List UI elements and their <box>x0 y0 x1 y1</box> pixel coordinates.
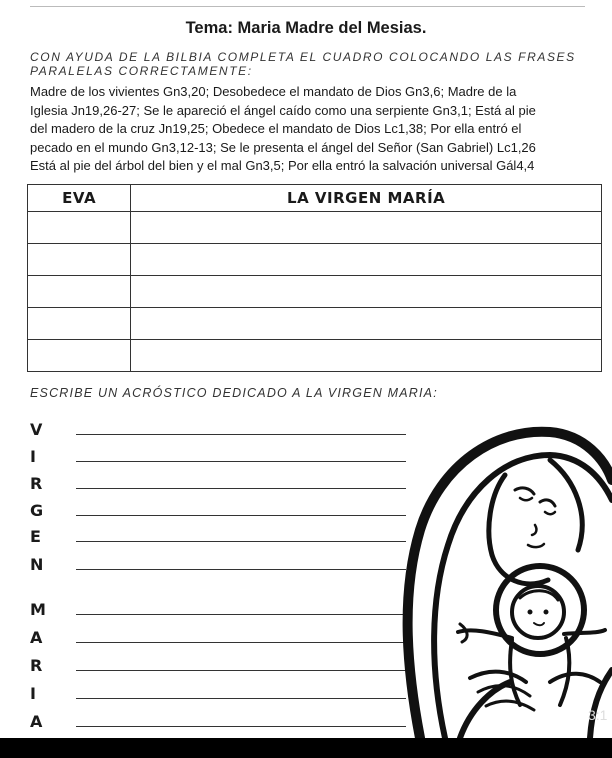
acrostic-blank-line[interactable] <box>76 698 406 699</box>
acrostic-blank-line[interactable] <box>76 541 406 542</box>
acrostic-letter: R <box>30 656 43 675</box>
table-row <box>28 308 602 340</box>
paragraph-line: del madero de la cruz Jn19,25; Obedece el mandato de Dios Lc1,38; Por ella entró el <box>30 121 522 137</box>
table-row <box>28 244 602 276</box>
acrostic-letter: V <box>30 420 43 439</box>
instruction-line-2: PARALELAS CORRECTAMENTE: <box>30 64 253 78</box>
bottom-black-bar <box>0 738 612 758</box>
phrases-paragraph <box>30 83 612 176</box>
table-row <box>28 212 602 244</box>
table-row <box>28 340 602 372</box>
acrostic-blank-line[interactable] <box>76 569 406 570</box>
table-header-row <box>28 185 602 212</box>
acrostic-blank-line[interactable] <box>76 642 406 643</box>
acrostic-blank-line[interactable] <box>76 726 406 727</box>
acrostic-blank-line[interactable] <box>76 670 406 671</box>
table-cell[interactable] <box>131 212 602 244</box>
acrostic-blank-line[interactable] <box>76 515 406 516</box>
table-cell[interactable] <box>28 308 131 340</box>
paragraph-line: Iglesia Jn19,26-27; Se le apareció el ángel caído como una serpiente Gn3,1; Está al pie <box>30 102 536 118</box>
acrostic-letter: I <box>30 447 36 466</box>
paragraph-line: Está al pie del árbol del bien y el mal Gn3,5; Por ella entró la salvación universal Gál4,4 <box>30 158 535 174</box>
acrostic-letter: M <box>30 600 46 619</box>
top-rule <box>30 6 585 7</box>
acrostic-letter: A <box>30 712 43 731</box>
virgin-and-child-illustration <box>400 420 612 738</box>
table-cell[interactable] <box>131 340 602 372</box>
acrostic-letter: R <box>30 474 43 493</box>
header-eva: EVA <box>28 185 131 212</box>
acrostic-letter: G <box>30 501 44 520</box>
header-virgen-maria: LA VIRGEN MARÍA <box>131 185 602 212</box>
table-row <box>28 276 602 308</box>
acrostic-letter: A <box>30 628 43 647</box>
table-cell[interactable] <box>28 212 131 244</box>
table-cell[interactable] <box>131 276 602 308</box>
acrostic-letter: N <box>30 555 44 574</box>
table-cell[interactable] <box>131 308 602 340</box>
table-cell[interactable] <box>28 244 131 276</box>
acrostic-title: ESCRIBE UN ACRÓSTICO DEDICADO A LA VIRGEN MARIA: <box>30 386 438 400</box>
paragraph-line: pecado en el mundo Gn3,12-13; Se le presenta el ángel del Señor (San Gabriel) Lc1,26 <box>30 139 536 155</box>
table-cell[interactable] <box>28 276 131 308</box>
page-title: Tema: Maria Madre del Mesias. <box>185 19 427 37</box>
acrostic-blank-line[interactable] <box>76 488 406 489</box>
page-number: 3:1 <box>588 707 608 723</box>
acrostic-blank-line[interactable] <box>76 461 406 462</box>
acrostic-blank-line[interactable] <box>76 614 406 615</box>
acrostic-blank-line[interactable] <box>76 434 406 435</box>
paragraph-line: Madre de los vivientes Gn3,20; Desobedece el mandato de Dios Gn3,6; Madre de la <box>30 84 517 99</box>
table-cell[interactable] <box>131 244 602 276</box>
acrostic-letter: I <box>30 684 36 703</box>
table-cell[interactable] <box>28 340 131 372</box>
acrostic-letter: E <box>30 527 41 546</box>
comparison-table <box>27 184 602 372</box>
instruction-line-1: CON AYUDA DE LA BILBIA COMPLETA EL CUADRO COLOCANDO LAS FRASES <box>30 50 576 64</box>
